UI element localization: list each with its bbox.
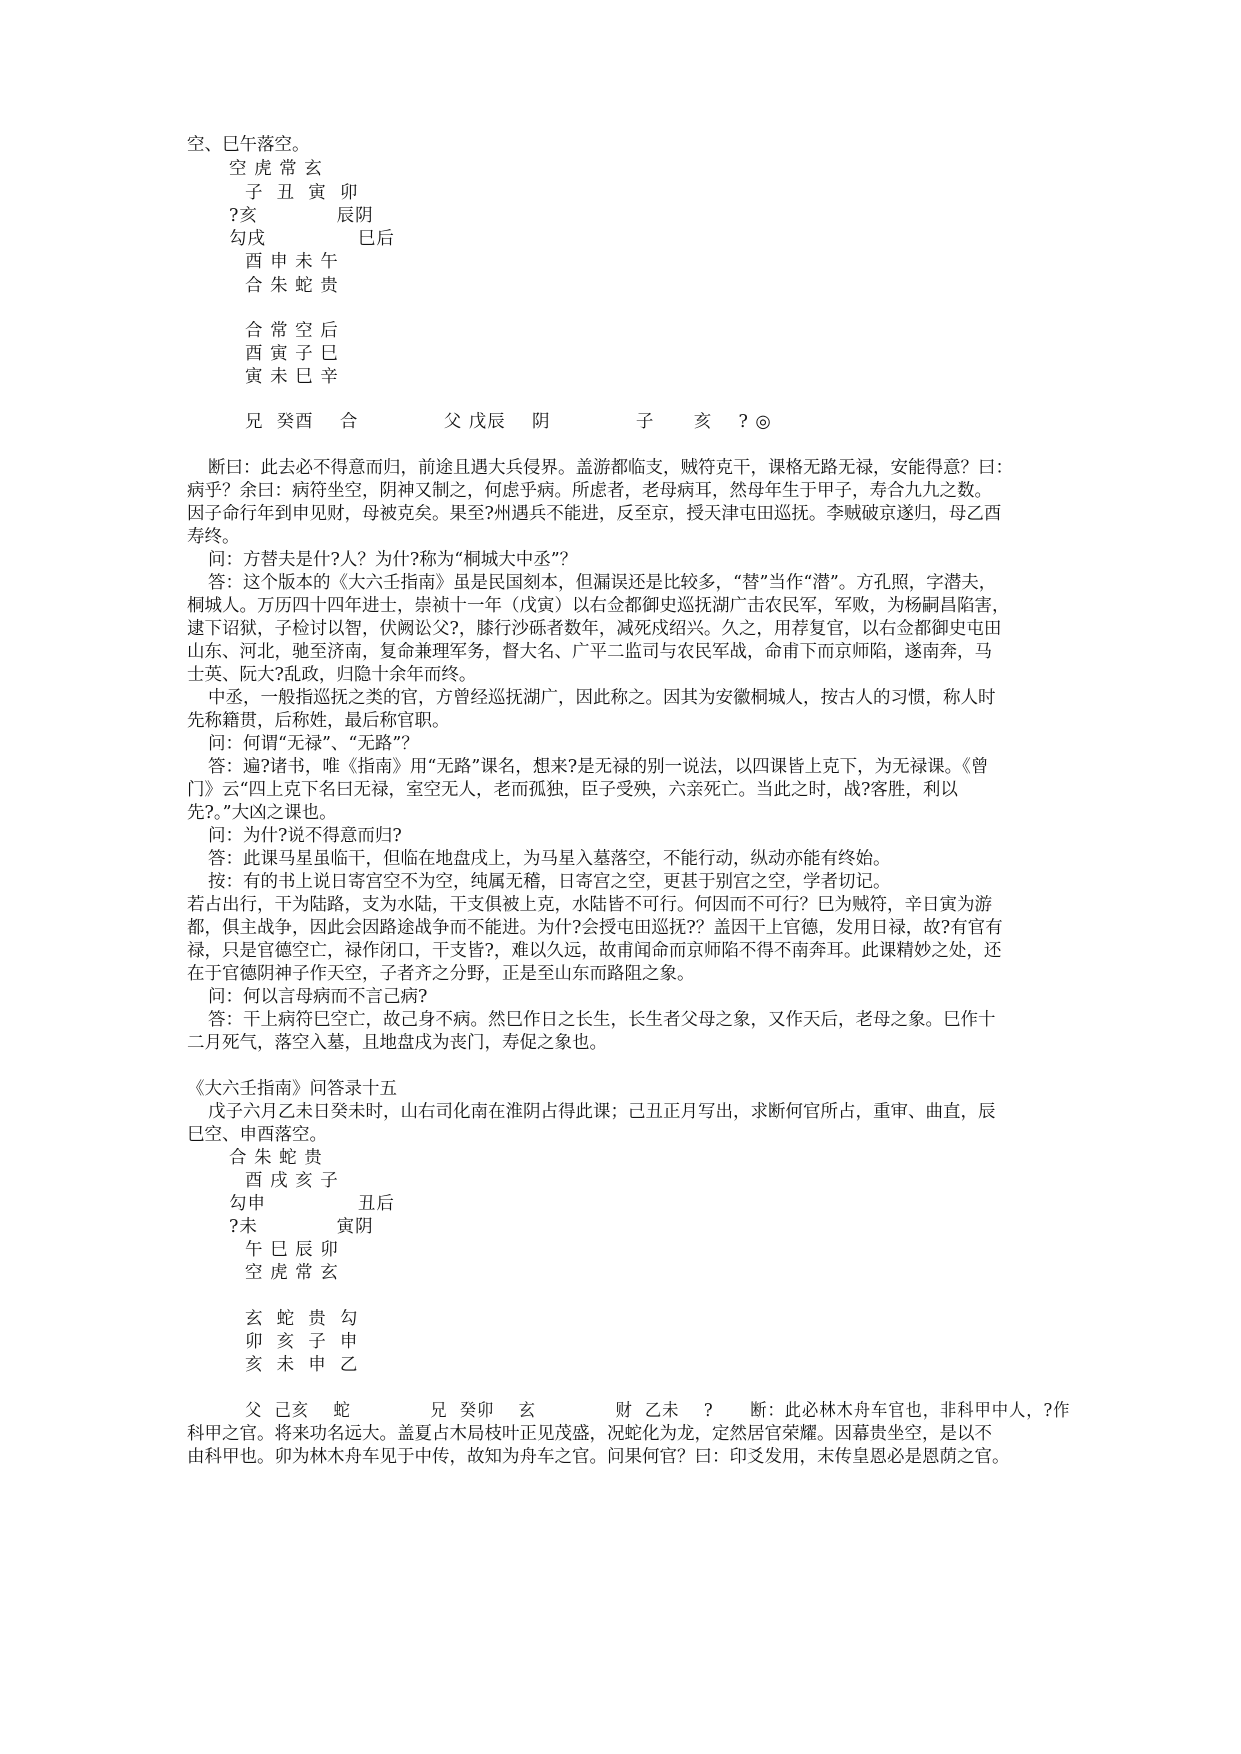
diagram-row: ?未 寅阴 xyxy=(229,1217,374,1237)
diagram-row: 亥 未 申 乙 xyxy=(245,1355,359,1375)
text-line: 逮下诏狱，子检讨以智，伏阙讼父?，膝行沙砾者数年，减死戍绍兴。久之，用荐复官，以右佥都御史屯田 xyxy=(187,619,1002,639)
diagram-row: 酉 寅 子 巳 xyxy=(245,344,339,364)
text-line: 答：此课马星虽临干，但临在地盘戌上，为马星入墓落空，不能行动，纵动亦能有终始。 xyxy=(208,849,891,869)
text-line: 先?。”大凶之课也。 xyxy=(187,803,337,823)
text-line: 因子命行年到申见财，母被克矣。果至?州遇兵不能进，反至京，授天津屯田巡抚。李贼破京遂归，母乙酉 xyxy=(187,504,1002,524)
text-line: 问：为什?说不得意而归? xyxy=(208,826,402,846)
text-line: 答：遍?诸书，唯《指南》用“无路”课名，想来?是无禄的别一说法，以四课皆上克下，为无禄课。《曾 xyxy=(208,757,989,777)
text-line: 桐城人。万历四十四年进士，崇祯十一年（戊寅）以右佥都御史巡抚湖广击农民军，军败，为杨嗣昌陷害， xyxy=(187,596,1010,616)
diagram-row: ?亥 辰阴 xyxy=(229,206,374,226)
text-line: 门》云“四上克下名曰无禄，室空无人，老而孤独，臣子受殃，六亲死亡。当此之时，战?客胜，利以 xyxy=(187,780,958,800)
diagram-row: 空 虎 常 玄 xyxy=(229,159,323,179)
text-line: 按：有的书上说日寄宫空不为空，纯属无稽，日寄宫之空，更甚于别宫之空，学者切记。 xyxy=(208,872,891,892)
text-line: 中丞，一般指巡抚之类的官，方曾经巡抚湖广，因此称之。因其为安徽桐城人，按古人的习惯，称人时 xyxy=(208,688,996,708)
diagram-row: 酉 申 未 午 xyxy=(245,252,339,272)
diagram-row: 合 朱 蛇 贵 xyxy=(245,276,339,296)
diagram-row: 空 虎 常 玄 xyxy=(245,1263,339,1283)
text-line: 问：方替夫是什?人？为什?称为“桐城大中丞”？ xyxy=(208,550,578,570)
diagram-row: 合 常 空 后 xyxy=(245,321,339,341)
text-line: 病乎？余曰：病符坐空，阴神又制之，何虑乎病。所虑者，老母病耳，然母年生于甲子，寿合九九之数。 xyxy=(187,481,992,501)
transmission-row: 父 己亥 蛇 兄 癸卯 玄 财 乙未 ? 断：此必林木舟车官也，非科甲中人，?作 xyxy=(245,1401,1071,1421)
section-heading: 《大六壬指南》问答录十五 xyxy=(187,1079,397,1099)
text-line: 科甲之官。将来功名远大。盖夏占木局枝叶正见茂盛，况蛇化为龙，定然居官荣耀。因幕贵坐空，是以不 xyxy=(187,1424,992,1444)
diagram-row: 合 朱 蛇 贵 xyxy=(229,1148,323,1168)
diagram-row: 勾戌 巳后 xyxy=(229,229,395,249)
text-line: 问：何以言母病而不言己病? xyxy=(208,987,428,1007)
text-line: 先称籍贯，后称姓，最后称官职。 xyxy=(187,711,450,731)
diagram-row: 卯 亥 子 申 xyxy=(245,1332,359,1352)
text-line: 禄，只是官德空亡，禄作闭口，干支皆?，难以久远，故甫闻命而京师陷不得不南奔耳。此课精妙之处，还 xyxy=(187,941,1002,961)
text-line: 巳空、申酉落空。 xyxy=(187,1125,327,1145)
diagram-row: 寅 未 巳 辛 xyxy=(245,367,339,387)
text-line: 都，俱主战争，因此会因路途战争而不能进。为什?会授屯田巡抚?？盖因干上官德，发用日禄，故?有官有 xyxy=(187,918,1003,938)
diagram-row: 午 巳 辰 卯 xyxy=(245,1240,339,1260)
text-line: 答：干上病符巳空亡，故己身不病。然巳作日之长生，长生者父母之象，又作天后，老母之象。巳作十 xyxy=(208,1010,996,1030)
diagram-row: 子 丑 寅 卯 xyxy=(245,183,359,203)
text-line: 问：何谓“无禄”、“无路”？ xyxy=(208,734,419,754)
text-line: 若占出行，干为陆路，支为水陆，干支俱被上克，水陆皆不可行。何因而不可行？巳为贼符，辛日寅为游 xyxy=(187,895,992,915)
text-line: 断曰：此去必不得意而归，前途且遇大兵侵界。盖游都临支，贼符克干，课格无路无禄，安能得意？曰： xyxy=(208,458,1013,478)
text-line: 寿终。 xyxy=(187,527,240,547)
transmission-row: 兄 癸酉 合 父 戊辰 阴 子 亥 ? ◎ xyxy=(245,412,772,432)
text-line: 答：这个版本的《大六壬指南》虽是民国刻本，但漏误还是比较多，“替”当作“潜”。方孔照，字潜夫， xyxy=(208,573,997,593)
diagram-row: 玄 蛇 贵 勾 xyxy=(245,1309,359,1329)
text-line: 由科甲也。卯为林木舟车见于中传，故知为舟车之官。问果何官？曰：印爻发用，末传皇恩必是恩荫之官。 xyxy=(187,1447,1010,1467)
text-line: 戊子六月乙未日癸未时，山右司化南在淮阴占得此课；己丑正月写出，求断何官所占，重审、曲直，辰 xyxy=(208,1102,996,1122)
text-line: 二月死气，落空入墓，且地盘戌为丧门，寿促之象也。 xyxy=(187,1033,607,1053)
text-line: 士英、阮大?乱政，归隐十余年而终。 xyxy=(187,665,477,685)
diagram-row: 酉 戌 亥 子 xyxy=(245,1171,339,1191)
diagram-row: 勾申 丑后 xyxy=(229,1194,395,1214)
text-line: 空、巳午落空。 xyxy=(187,135,310,155)
text-line: 在于官德阴神子作天空，子者齐之分野，正是至山东而路阻之象。 xyxy=(187,964,695,984)
text-line: 山东、河北，驰至济南，复命兼理军务，督大名、广平二监司与农民军战，命甫下而京师陷，遂南奔，马 xyxy=(187,642,992,662)
